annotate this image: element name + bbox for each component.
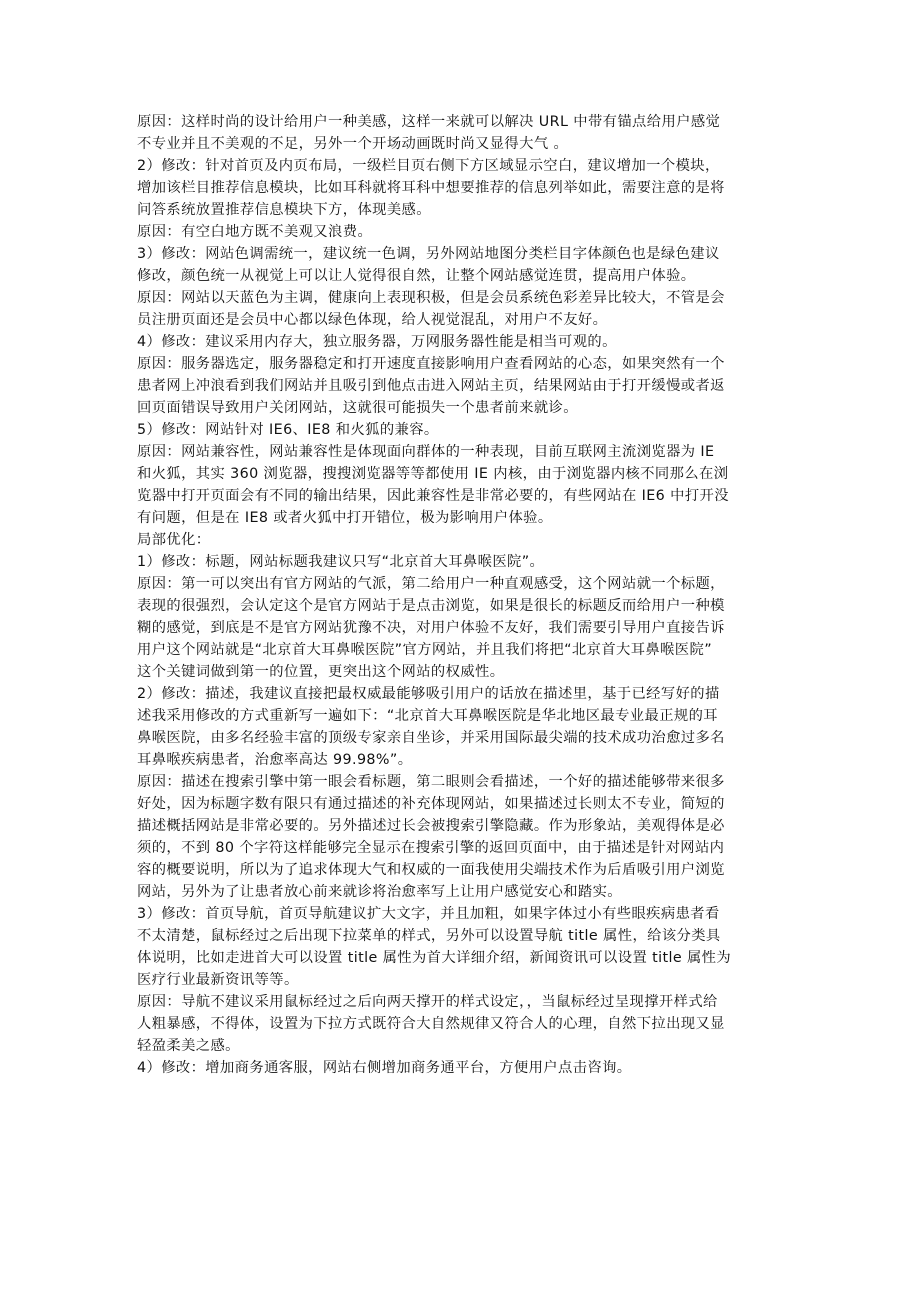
text-line: 用户这个网站就是“北京首大耳鼻喉医院”官方网站，并且我们将把“北京首大耳鼻喉医院” — [137, 642, 713, 658]
text-line: 容的概要说明，所以为了追求体现大气和权威的一面我使用尖端技术作为后盾吸引用户浏览 — [137, 862, 725, 878]
text-line: 4）修改：增加商务通客服，网站右侧增加商务通平台，方便用户点击咨询。 — [137, 1060, 632, 1076]
text-line: 糊的感觉，到底是不是官方网站犹豫不决，对用户体验不友好，我们需要引导用户直接告诉 — [137, 620, 725, 636]
text-line: 3）修改：首页导航，首页导航建议扩大文字，并且加粗，如果字体过小有些眼疾病患者看 — [137, 906, 720, 922]
text-line: 5）修改：网站针对 IE6、IE8 和火狐的兼容。 — [137, 422, 439, 438]
text-line: 2）修改：描述，我建议直接把最权威最能够吸引用户的话放在描述里，基于已经写好的描 — [137, 686, 720, 702]
text-line: 原因：描述在搜索引擎中第一眼会看标题，第二眼则会看描述，一个好的描述能够带来很多 — [137, 774, 725, 790]
text-line: 鼻喉医院，由多名经验丰富的顶级专家亲自坐诊，并采用国际最尖端的技术成功治愈过多名 — [137, 730, 725, 746]
text-line: 原因：网站以天蓝色为主调，健康向上表现积极，但是会员系统色彩差异比较大，不管是会 — [137, 290, 725, 306]
text-line: 耳鼻喉疾病患者，治愈率高达 99.98%”。 — [137, 752, 413, 768]
text-line: 患者网上冲浪看到我们网站并且吸引到他点击进入网站主页，结果网站由于打开缓慢或者返 — [137, 378, 725, 394]
text-line: 2）修改：针对首页及内页布局，一级栏目页右侧下方区域显示空白，建议增加一个模块， — [137, 158, 720, 174]
text-line: 原因：网站兼容性，网站兼容性是体现面向群体的一种表现，目前互联网主流浏览器为 IE — [137, 444, 715, 460]
document-page — [137, 111, 785, 1079]
text-line: 和火狐，其实 360 浏览器，搜搜浏览器等等都使用 IE 内核，由于浏览器内核不同那么在浏 — [137, 466, 729, 482]
text-line: 体说明，比如走进首大可以设置 title 属性为首大详细介绍，新闻资讯可以设置 title 属性为 — [137, 950, 732, 966]
text-line: 修改，颜色统一从视觉上可以让人觉得很自然，让整个网站感觉连贯，提高用户体验。 — [137, 268, 696, 284]
text-line: 描述概括网站是非常必要的。另外描述过长会被搜索引擎隐藏。作为形象站，美观得体是必 — [137, 818, 725, 834]
text-line: 览器中打开页面会有不同的输出结果，因此兼容性是非常必要的，有些网站在 IE6 中打开没 — [137, 488, 729, 504]
text-line: 问答系统放置推荐信息模块下方，体现美感。 — [137, 202, 431, 218]
text-line: 原因：服务器选定，服务器稳定和打开速度直接影响用户查看网站的心态，如果突然有一个 — [137, 356, 725, 372]
text-line: 述我采用修改的方式重新写一遍如下：“北京首大耳鼻喉医院是华北地区最专业最正规的耳 — [137, 708, 718, 724]
text-line: 表现的很强烈，会认定这个是官方网站于是点击浏览，如果是很长的标题反而给用户一种模 — [137, 598, 725, 614]
text-line: 员注册页面还是会员中心都以绿色体现，给人视觉混乱，对用户不友好。 — [137, 312, 608, 328]
text-line: 原因：第一可以突出有官方网站的气派，第二给用户一种直观感受，这个网站就一个标题， — [137, 576, 725, 592]
text-line: 不专业并且不美观的不足，另外一个开场动画既时尚又显得大气 。 — [137, 136, 569, 152]
text-line: 人粗暴感，不得体，设置为下拉方式既符合大自然规律又符合人的心理，自然下拉出现又显 — [137, 1016, 725, 1032]
text-line: 这个关键词做到第一的位置，更突出这个网站的权威性。 — [137, 664, 505, 680]
text-line: 有问题，但是在 IE8 或者火狐中打开错位，极为影响用户体验。 — [137, 510, 553, 526]
text-line: 1）修改：标题，网站标题我建议只写“北京首大耳鼻喉医院”。 — [137, 554, 545, 570]
text-line: 不太清楚，鼠标经过之后出现下拉菜单的样式，另外可以设置导航 title 属性，给该分类具 — [137, 928, 721, 944]
text-line: 好处，因为标题字数有限只有通过描述的补充体现网站，如果描述过长则太不专业，简短的 — [137, 796, 725, 812]
text-line: 须的，不到 80 个字符这样能够完全显示在搜索引擎的返回页面中，由于描述是针对网站内 — [137, 840, 725, 856]
text-line: 原因：有空白地方既不美观又浪费。 — [137, 224, 373, 240]
text-line: 回页面错误导致用户关闭网站，这就很可能损失一个患者前来就诊。 — [137, 400, 578, 416]
text-line: 局部优化： — [137, 532, 211, 548]
text-line: 4）修改：建议采用内存大，独立服务器，万网服务器性能是相当可观的。 — [137, 334, 617, 350]
text-line: 原因：这样时尚的设计给用户一种美感，这样一来就可以解决 URL 中带有锚点给用户感觉 — [137, 114, 721, 130]
text-line: 医疗行业最新资讯等等。 — [137, 972, 299, 988]
text-line: 轻盈柔美之感。 — [137, 1038, 240, 1054]
text-line: 增加该栏目推荐信息模块，比如耳科就将耳科中想要推荐的信息列举如此，需要注意的是将 — [137, 180, 725, 196]
text-line: 网站，另外为了让患者放心前来就诊将治愈率写上让用户感觉安心和踏实。 — [137, 884, 622, 900]
text-line: 原因：导航不建议采用鼠标经过之后向两天撑开的样式设定，，当鼠标经过呈现撑开样式给 — [137, 994, 718, 1010]
text-line: 3）修改：网站色调需统一，建议统一色调，另外网站地图分类栏目字体颜色也是绿色建议 — [137, 246, 720, 262]
